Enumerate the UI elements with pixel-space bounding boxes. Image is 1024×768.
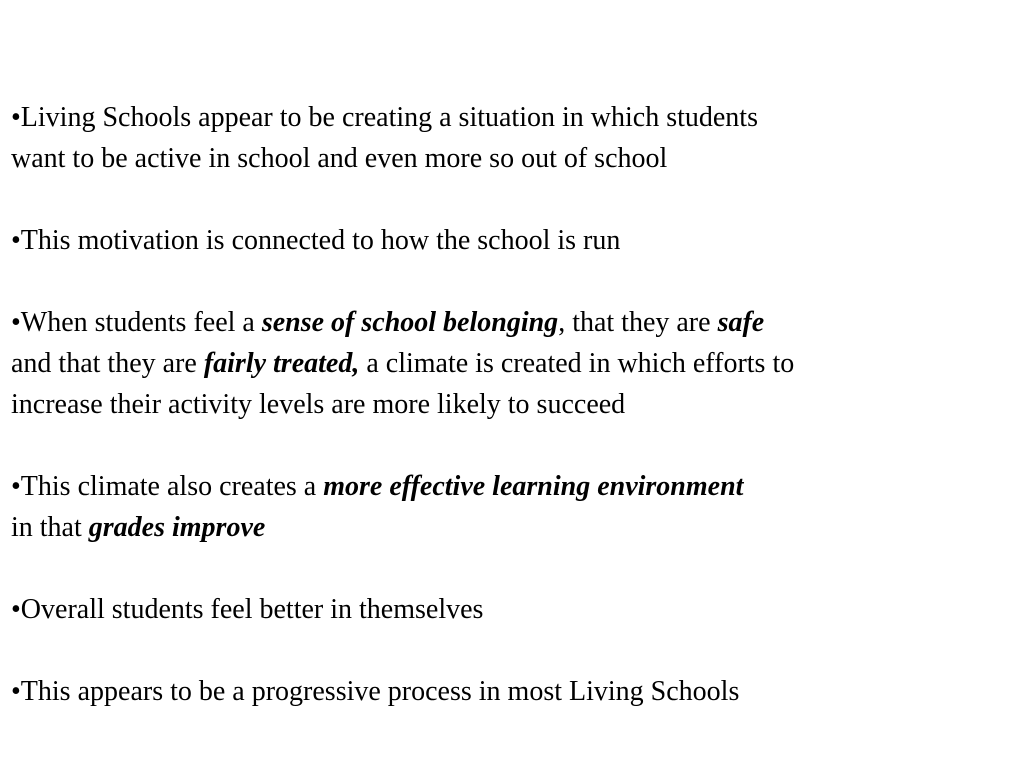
bullet-text: •When students feel a [11,307,262,338]
bullet-text: , that they are [558,307,718,338]
bullet-item [11,220,1016,261]
bullet-text: and that they are [11,348,204,379]
bullet-line [11,589,1016,630]
emphasized-text: sense of school belonging [261,307,559,338]
bullet-item [11,466,1016,548]
bullet-text: •Overall students feel better in themselves [11,594,484,625]
bullet-text: increase their activity levels are more likely to succeed [11,389,626,420]
bullet-list [11,97,1016,712]
bullet-line [11,97,1016,138]
bullet-text: •This motivation is connected to how the school is run [11,225,621,256]
bullet-line [11,384,1016,425]
bullet-text: •This climate also creates a [11,471,324,502]
bullet-text: in that [11,512,89,543]
bullet-item [11,671,1016,712]
bullet-text: a climate is created in which efforts to [359,348,795,379]
emphasized-text: fairly treated, [203,348,360,379]
bullet-item [11,302,1016,425]
bullet-item [11,589,1016,630]
bullet-line [11,466,1016,507]
bullet-line [11,507,1016,548]
emphasized-text: safe [717,307,765,338]
emphasized-text: more effective learning environment [323,471,744,502]
bullet-item [11,97,1016,179]
emphasized-text: grades improve [88,512,266,543]
bullet-line [11,220,1016,261]
bullet-line [11,302,1016,343]
bullet-text: •Living Schools appear to be creating a situation in which students [11,102,758,133]
bullet-text: •This appears to be a progressive process in most Living Schools [11,676,740,707]
bullet-text: want to be active in school and even more so out of school [11,143,668,174]
bullet-line [11,343,1016,384]
bullet-line [11,671,1016,712]
bullet-line [11,138,1016,179]
